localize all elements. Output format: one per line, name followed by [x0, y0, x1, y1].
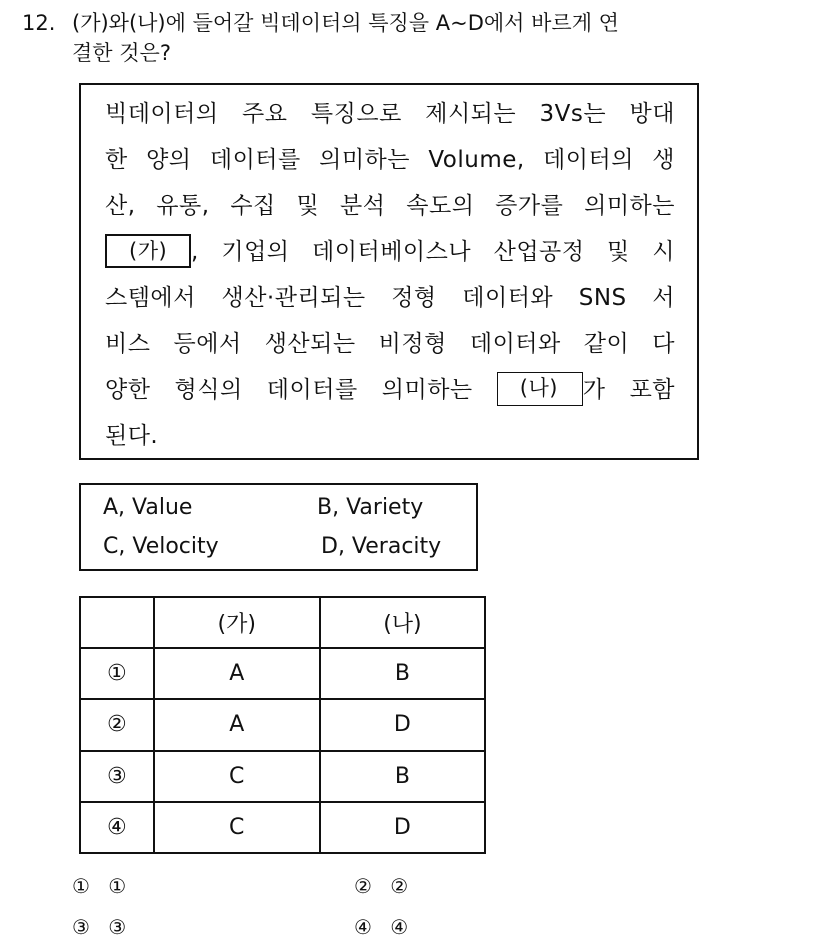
passage-line-with-blank-ga [105, 229, 675, 275]
table-cell: C [154, 802, 320, 853]
table-header-cell: (가) [154, 597, 320, 648]
blank-na: (나) [497, 372, 583, 406]
question-stem [22, 8, 802, 68]
question-number: 12. [22, 11, 56, 35]
passage-line: 스템에서 생산·관리되는 정형 데이터와 SNS 서 [105, 285, 675, 311]
passage-line-text: , 기업의 데이터베이스나 산업공정 및 시 [191, 239, 675, 265]
choice-3[interactable]: ③ ③ [72, 915, 133, 939]
options-box [79, 483, 478, 571]
table-row [80, 751, 485, 802]
question-text-line2: 결한 것은? [72, 41, 171, 65]
passage-line: 된다. [105, 423, 159, 449]
table-cell: A [154, 699, 320, 750]
option-a: A, Value [103, 495, 193, 520]
table-cell: ④ [80, 802, 154, 853]
table-header-cell: (나) [320, 597, 485, 648]
passage-line-text-tail: 가 포함 [582, 377, 676, 403]
table-row [80, 802, 485, 853]
table-header-cell [80, 597, 154, 648]
table-cell: B [320, 648, 485, 699]
choice-1[interactable]: ① ① [72, 874, 133, 898]
blank-ga: (가) [105, 234, 191, 268]
passage-line: 한 양의 데이터를 의미하는 Volume, 데이터의 생 [105, 147, 675, 173]
passage-line: 산, 유통, 수집 및 분석 속도의 증가를 의미하는 [105, 193, 675, 219]
table-cell: C [154, 751, 320, 802]
table-row [80, 648, 485, 699]
option-c: C, Velocity [103, 534, 219, 559]
table-cell: D [320, 802, 485, 853]
passage-line: 빅데이터의 주요 특징으로 제시되는 3Vs는 방대 [105, 101, 675, 127]
table-cell: ③ [80, 751, 154, 802]
table-row [80, 699, 485, 750]
table-cell: ① [80, 648, 154, 699]
table-cell: B [320, 751, 485, 802]
option-b: B, Variety [317, 495, 424, 520]
option-d: D, Veracity [321, 534, 442, 559]
passage-line-text: 양한 형식의 데이터를 의미하는 [105, 377, 473, 403]
table-cell: A [154, 648, 320, 699]
passage-line: 비스 등에서 생산되는 비정형 데이터와 같이 다 [105, 331, 675, 357]
question-text-line1: (가)와(나)에 들어갈 빅데이터의 특징을 A~D에서 바르게 연 [72, 11, 619, 35]
table-cell: ② [80, 699, 154, 750]
table-header-row [80, 597, 485, 648]
passage-box [79, 83, 699, 460]
table-cell: D [320, 699, 485, 750]
choice-2[interactable]: ② ② [354, 874, 415, 898]
answer-table [79, 596, 486, 854]
passage-line-with-blank-na [105, 367, 675, 413]
choice-4[interactable]: ④ ④ [354, 915, 415, 939]
